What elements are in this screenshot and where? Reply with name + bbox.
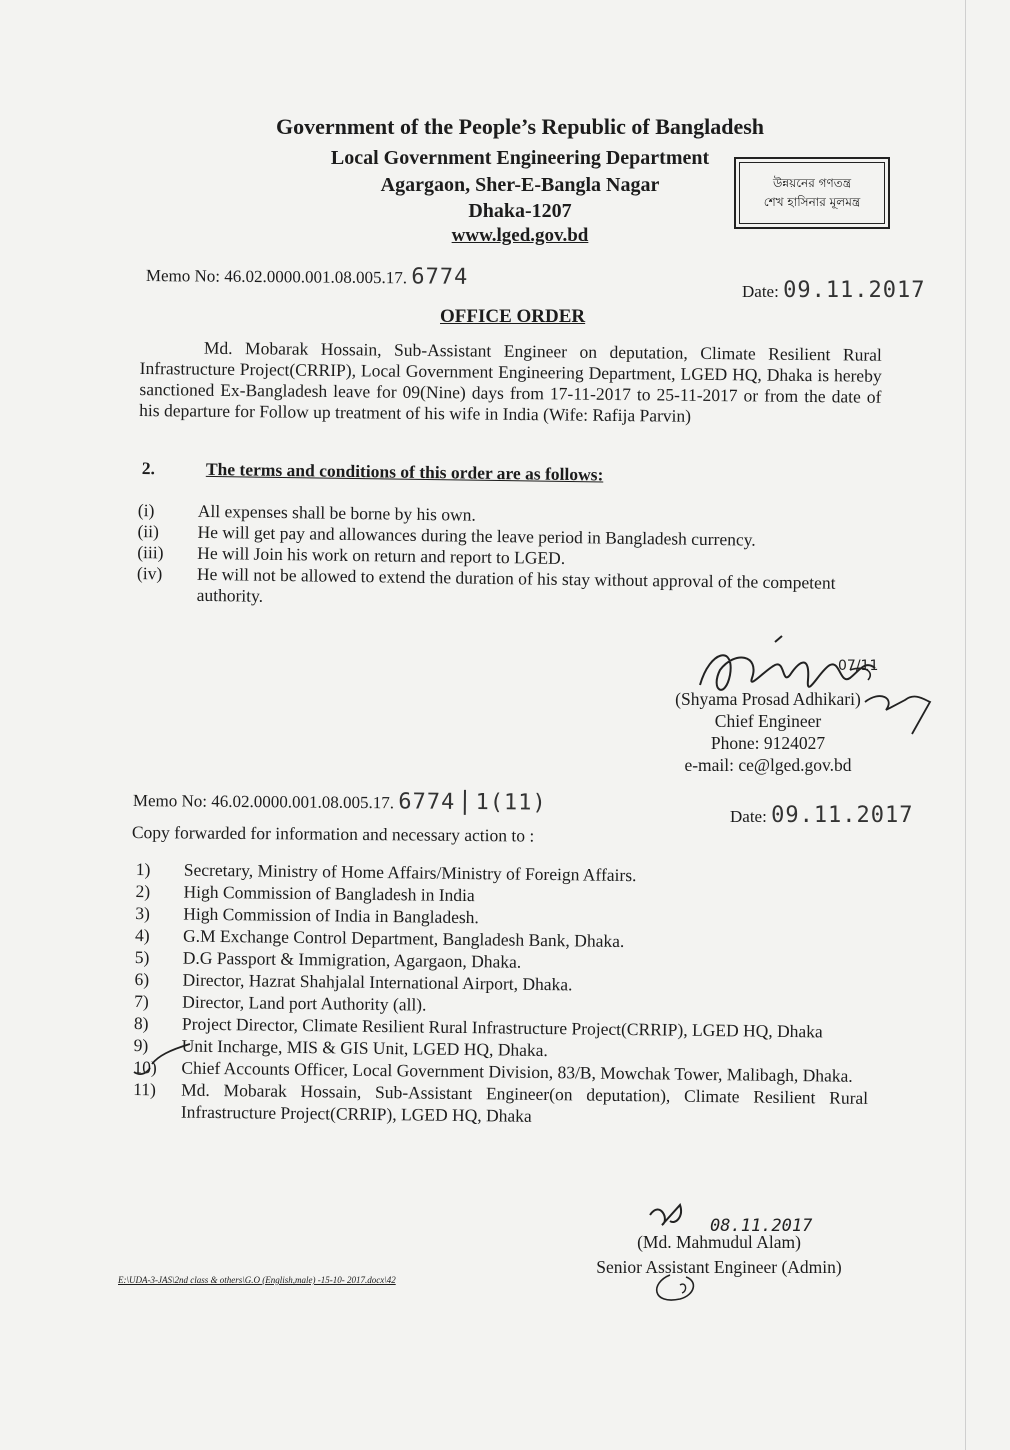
item-text: High Commission of Bangladesh in India <box>183 881 475 906</box>
term-text: All expenses shall be borne by his own. <box>197 500 476 525</box>
handwritten-sign-date: 08.11.2017 <box>710 1216 813 1236</box>
senior-engineer-block <box>574 1230 864 1280</box>
item-text: G.M Exchange Control Department, Bangladesh Bank, Dhaka. <box>182 925 625 951</box>
item-text: Md. Mobarak Hossain, Sub-Assistant Engineer(on deputation), Climate Resilient Rural Infrastructure Project(CRRIP), LGED HQ, Dhaka <box>180 1079 869 1126</box>
handwritten-copy-count: 1(11) <box>463 790 546 816</box>
term-text: He will get pay and allowances during the leave period in Bangladesh currency. <box>197 521 756 550</box>
copy-forward-intro: Copy forwarded for information and necessary action to : <box>131 822 535 846</box>
slogan-line-1: উন্নয়নের গণতন্ত্র <box>772 176 852 190</box>
handwritten-tick-mark <box>130 1040 200 1080</box>
item-number: 8) <box>133 1012 149 1034</box>
item-number: 9) <box>133 1034 149 1056</box>
handwritten-date: 09.11.2017 <box>771 803 914 828</box>
item-text: Director, Land port Authority (all). <box>182 991 427 1015</box>
memo-date-1 <box>742 278 926 303</box>
item-text: Project Director, Climate Resilient Rural Infrastructure Project(CRRIP), LGED HQ, Dhaka <box>181 1013 823 1042</box>
term-number: (ii) <box>137 520 160 542</box>
chief-engineer-block <box>648 688 888 776</box>
signatory-name: (Shyama Prosad Adhikari) <box>675 689 861 709</box>
item-number: 3) <box>135 902 151 924</box>
item-number: 4) <box>134 924 150 946</box>
term-text: He will Join his work on return and report to LGED. <box>197 542 566 568</box>
terms-heading <box>142 458 682 487</box>
item-text: Secretary, Ministry of Home Affairs/Ministry of Foreign Affairs. <box>183 859 637 886</box>
item-number: 2) <box>135 880 151 902</box>
office-order-title: OFFICE ORDER <box>440 306 586 327</box>
memo-number-2 <box>133 787 547 816</box>
government-heading: Government of the People’s Republic of Bangladesh <box>275 114 765 139</box>
list-item <box>133 1078 868 1131</box>
signatory-title: Senior Assistant Engineer (Admin) <box>596 1257 842 1277</box>
signatory-phone: Phone: 9124027 <box>710 733 826 753</box>
memo-date-2 <box>730 803 914 828</box>
term-number: (iii) <box>137 541 164 563</box>
term-item <box>137 563 878 615</box>
website-link[interactable]: www.lged.gov.bd <box>451 225 589 246</box>
signatory-email[interactable]: e-mail: ce@lged.gov.bd <box>684 755 852 775</box>
term-number: (i) <box>137 500 155 521</box>
item-number: 5) <box>134 946 150 968</box>
order-body-paragraph: Md. Mobarak Hossain, Sub-Assistant Engineer on deputation, Climate Resilient Rural Infrastructure Project(CRRIP), Local Government Engineering Department, LGED HQ, Dhaka is hereby sanctioned Ex-Bangladesh leave for 09(Nine) days from 17-11-2017 to 25-11-2017 or from the date of his departure for Follow up treatment of his wife in India (Wife: Rafija Parvin) <box>139 337 882 426</box>
file-path-footer: E:\UDA-3-JAS\2nd class & others\G.O (English,male) -15-10- 2017.docx\42 <box>118 1275 396 1285</box>
slogan-line-2: শেখ হাসিনার মূলমন্ত্র <box>763 195 861 209</box>
term-number: (iv) <box>136 562 163 584</box>
item-number: 1) <box>135 858 151 880</box>
item-number: 10) <box>133 1056 157 1078</box>
section-number: 2. <box>141 458 156 479</box>
city-line: Dhaka-1207 <box>468 200 572 222</box>
address-line: Agargaon, Sher-E-Bangla Nagar <box>380 174 660 196</box>
date-label: Date: <box>730 807 767 826</box>
item-number: 7) <box>134 990 149 1012</box>
distribution-list <box>133 858 871 1131</box>
date-label: Date: <box>742 282 779 301</box>
terms-list <box>137 500 878 615</box>
handwritten-date: 09.11.2017 <box>783 278 926 303</box>
svg-text:07/11: 07/11 <box>838 658 879 674</box>
scan-edge-line <box>965 0 966 1450</box>
item-text: D.G Passport & Immigration, Agargaon, Dhaka. <box>182 947 522 972</box>
item-text: Chief Accounts Officer, Local Government Division, 83/B, Mowchak Tower, Malibagh, Dhaka. <box>181 1057 853 1086</box>
section-title: The terms and conditions of this order are as follows: <box>205 458 604 485</box>
signatory-title: Chief Engineer <box>714 711 822 731</box>
handwritten-memo-number: 6774 <box>398 789 456 815</box>
item-text: High Commission of India in Bangladesh. <box>183 903 479 928</box>
slogan-box <box>734 157 890 229</box>
item-number: 6) <box>134 968 150 990</box>
item-number: 11) <box>133 1078 156 1100</box>
item-text: Director, Hazrat Shahjalal International Airport, Dhaka. <box>182 969 573 995</box>
department-heading: Local Government Engineering Department <box>330 147 710 169</box>
item-text: Unit Incharge, MIS & GIS Unit, LGED HQ, Dhaka. <box>181 1035 548 1061</box>
signatory-name: (Md. Mahmudul Alam) <box>637 1232 801 1252</box>
memo-number-1 <box>146 262 469 290</box>
term-text: He will not be allowed to extend the duration of his stay without approval of the competent authority. <box>196 563 836 606</box>
memo-label: Memo No: 46.02.0000.001.08.005.17. <box>132 790 395 813</box>
memo-label: Memo No: 46.02.0000.001.08.005.17. <box>145 265 408 288</box>
handwritten-memo-number: 6774 <box>411 264 469 290</box>
